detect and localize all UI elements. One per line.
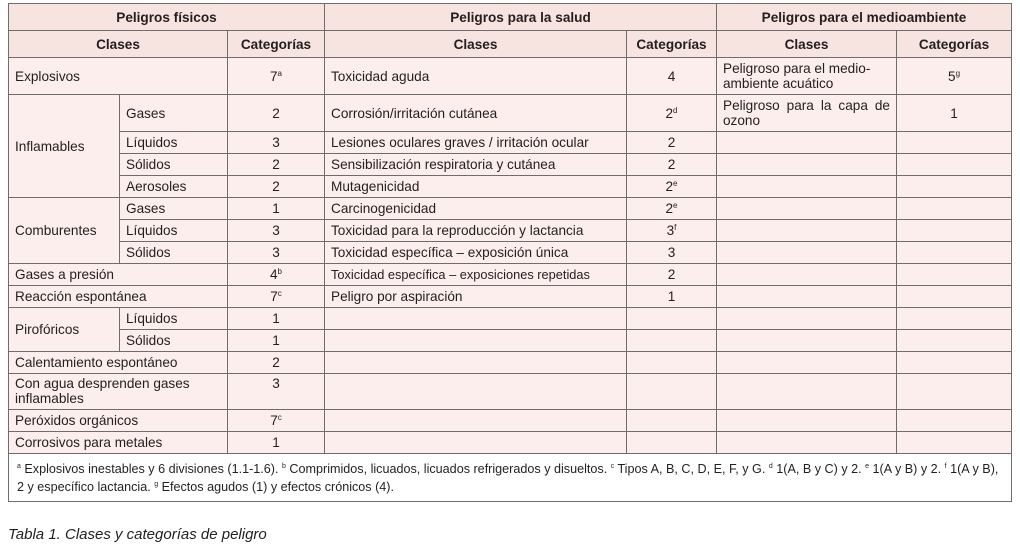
subclass-label: Líquidos [120, 308, 228, 330]
empty-cell [897, 132, 1012, 154]
empty-cell [897, 374, 1012, 410]
health-class-label: Toxicidad aguda [325, 58, 627, 95]
table-row [9, 58, 1012, 95]
table-row [9, 286, 1012, 308]
environment-category-value: 1 [897, 95, 1012, 132]
table-row [9, 432, 1012, 454]
empty-cell [627, 330, 717, 352]
class-label: Explosivos [9, 58, 228, 95]
empty-cell [897, 198, 1012, 220]
empty-cell [627, 374, 717, 410]
empty-cell [897, 176, 1012, 198]
empty-cell [717, 308, 897, 330]
class-label: Inflamables [9, 95, 120, 198]
empty-cell [325, 308, 627, 330]
table-caption: Tabla 1. Clases y categorías de peligro [8, 526, 267, 543]
health-category-value: 2 [627, 132, 717, 154]
health-category-value: 1 [627, 286, 717, 308]
environment-categories-header: Categorías [897, 31, 1012, 58]
empty-cell [627, 308, 717, 330]
column-header-row [9, 31, 1012, 58]
category-value: 7$^a$ [228, 58, 325, 95]
health-categories-header: Categorías [627, 31, 717, 58]
class-label: Reacción espontánea [9, 286, 228, 308]
category-value: 1 [228, 198, 325, 220]
category-value: 7$^c$ [228, 410, 325, 432]
empty-cell [717, 410, 897, 432]
empty-cell [627, 432, 717, 454]
health-category-value: 2 [627, 264, 717, 286]
empty-cell [717, 286, 897, 308]
empty-cell [897, 410, 1012, 432]
empty-cell [717, 220, 897, 242]
class-label: Corrosivos para metales [9, 432, 228, 454]
footnote: $^a$ Explosivos inestables y 6 divisiones (1.1-1.6). $^b$ Comprimidos, licuados, licuados refrigerados y disueltos. $^c$ Tipos A, B, C, D, E, F, y G. $^d$ 1(A, B y C) y 2. $^e$ 1(A y B) y 2. $^f$ 1(A y B), 2 y específico lactancia. $^g$ Efectos agudos (1) y efectos crónicos (4). [9, 454, 1012, 502]
category-value: 1 [228, 330, 325, 352]
empty-cell [717, 132, 897, 154]
health-category-value: 3$^f$ [627, 220, 717, 242]
category-value: 2 [228, 95, 325, 132]
health-class-label: Sensibilización respiratoria y cutánea [325, 154, 627, 176]
environment-classes-header: Clases [717, 31, 897, 58]
environment-hazards-header: Peligros para el medioambiente [717, 4, 1012, 31]
health-category-value: 2e [627, 198, 717, 220]
health-category-value: 2e [627, 176, 717, 198]
table-row [9, 352, 1012, 374]
footnote-row [9, 454, 1012, 502]
category-value: 3 [228, 220, 325, 242]
physical-categories-header: Categorías [228, 31, 325, 58]
empty-cell [717, 264, 897, 286]
subclass-label: Sólidos [120, 242, 228, 264]
health-classes-header: Clases [325, 31, 627, 58]
health-class-label: Corrosión/irritación cutánea [325, 95, 627, 132]
environment-category-value: 5$^g$ [897, 58, 1012, 95]
category-value: 3 [228, 374, 325, 410]
table-row [9, 374, 1012, 410]
health-hazards-header: Peligros para la salud [325, 4, 717, 31]
class-label: Comburentes [9, 198, 120, 264]
empty-cell [717, 374, 897, 410]
empty-cell [717, 176, 897, 198]
table-row [9, 264, 1012, 286]
table-row [9, 410, 1012, 432]
table-row [9, 330, 1012, 352]
empty-cell [717, 352, 897, 374]
empty-cell [717, 154, 897, 176]
class-label: Peróxidos orgánicos [9, 410, 228, 432]
subclass-label: Líquidos [120, 132, 228, 154]
category-value: 1 [228, 432, 325, 454]
subclass-label: Aerosoles [120, 176, 228, 198]
group-header-row [9, 4, 1012, 31]
table-row [9, 242, 1012, 264]
class-label: Con agua desprenden gases inflamables [9, 374, 228, 410]
class-label: Gases a presión [9, 264, 228, 286]
empty-cell [325, 330, 627, 352]
health-category-value: 4 [627, 58, 717, 95]
subclass-label: Gases [120, 198, 228, 220]
class-label: Pirofóricos [9, 308, 120, 352]
table-row [9, 176, 1012, 198]
environment-class-label: Peligroso para el medio-ambiente acuático [717, 58, 897, 95]
category-value: 3 [228, 242, 325, 264]
subclass-label: Gases [120, 95, 228, 132]
table-row [9, 132, 1012, 154]
table-row [9, 95, 1012, 132]
subclass-label: Sólidos [120, 154, 228, 176]
empty-cell [897, 330, 1012, 352]
class-label: Calentamiento espontáneo [9, 352, 228, 374]
health-class-label: Toxicidad específica – exposiciones repetidas [325, 264, 627, 286]
empty-cell [627, 410, 717, 432]
table-row [9, 198, 1012, 220]
category-value: 7$^c$ [228, 286, 325, 308]
health-class-label: Mutagenicidad [325, 176, 627, 198]
health-category-value: 2$^d$ [627, 95, 717, 132]
health-class-label: Toxicidad para la reproducción y lactancia [325, 220, 627, 242]
empty-cell [897, 308, 1012, 330]
hazard-classes-table [8, 3, 1012, 502]
category-value: 1 [228, 308, 325, 330]
empty-cell [897, 242, 1012, 264]
empty-cell [325, 432, 627, 454]
environment-class-label: Peligroso para la capa de ozono [717, 95, 897, 132]
category-value: 4$^b$ [228, 264, 325, 286]
health-category-value: 2 [627, 154, 717, 176]
empty-cell [897, 432, 1012, 454]
category-value: 3 [228, 132, 325, 154]
empty-cell [627, 352, 717, 374]
empty-cell [897, 352, 1012, 374]
subclass-label: Líquidos [120, 220, 228, 242]
health-class-label: Toxicidad específica – exposición única [325, 242, 627, 264]
empty-cell [717, 330, 897, 352]
hazard-table-container [8, 3, 1011, 502]
empty-cell [717, 432, 897, 454]
empty-cell [897, 286, 1012, 308]
empty-cell [325, 410, 627, 432]
empty-cell [897, 220, 1012, 242]
empty-cell [897, 264, 1012, 286]
category-value: 2 [228, 154, 325, 176]
empty-cell [717, 242, 897, 264]
table-row [9, 220, 1012, 242]
category-value: 2 [228, 352, 325, 374]
health-class-label: Lesiones oculares graves / irritación ocular [325, 132, 627, 154]
health-category-value: 3 [627, 242, 717, 264]
empty-cell [325, 374, 627, 410]
physical-hazards-header: Peligros físicos [9, 4, 325, 31]
health-class-label: Peligro por aspiración [325, 286, 627, 308]
empty-cell [325, 352, 627, 374]
physical-classes-header: Clases [9, 31, 228, 58]
table-row [9, 308, 1012, 330]
table-row [9, 154, 1012, 176]
health-class-label: Carcinogenicidad [325, 198, 627, 220]
subclass-label: Sólidos [120, 330, 228, 352]
empty-cell [717, 198, 897, 220]
empty-cell [897, 154, 1012, 176]
category-value: 2 [228, 176, 325, 198]
